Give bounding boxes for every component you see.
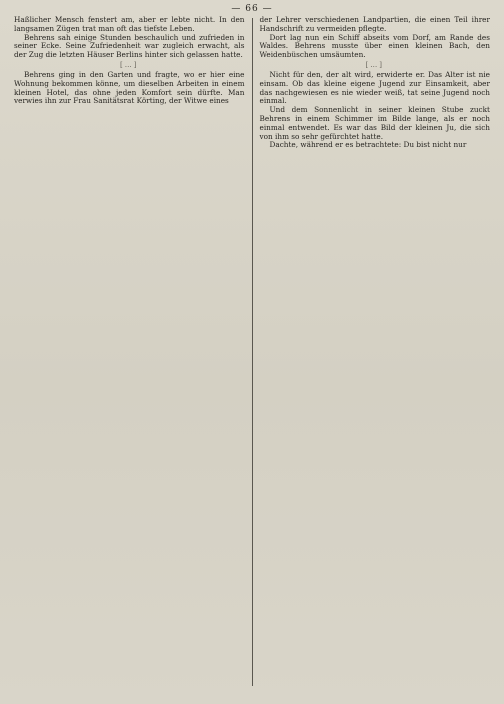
paragraph: Behrens sah einige Stunden beschaulich und zufrieden in seiner Ecke. Seine Zufriedenheit war zugleich erwacht, als der Zug die letzten Häuser Berlins hinter sich gelassen hatte. [14, 32, 245, 60]
omitted-text-marker: […] [120, 60, 139, 69]
text-columns [14, 16, 490, 690]
paragraph: Behrens ging in den Garten und fragte, wo er hier eine Wohnung bekommen könne, um dieselben Arbeiten in einem kleinen Hotel, das ohne jeden Komfort sein dürfte. Man verwies ihn zur Frau Sanitätsrat Körting, der Witwe eines [14, 69, 245, 106]
paragraph: der Lehrer verschiedenen Landpartien, die einen Teil ihrer Handschrift zu vermeiden pflegte. [259, 16, 490, 33]
paragraph: Dachte, während er es betrachtete: Du bist nicht nur [269, 140, 467, 150]
paragraph: Haßlicher Mensch fenstert am, aber er lebte nicht. In den langsamen Zügen trat man oft das tiefste Leben. [14, 16, 245, 33]
paragraph: Nicht für den, der alt wird, erwiderte er. Das Alter ist nie einsam. Ob das kleine eigene Jugend zur Einsamkeit, aber das nachgewiesen es nie wieder weiß, tat seine Jugend noch einmal. [259, 69, 490, 106]
right-column [253, 16, 491, 690]
page-number: — 66 — [231, 4, 273, 14]
left-column [14, 16, 252, 690]
omitted-text-marker: […] [365, 60, 384, 69]
paragraph: Dort lag nun ein Schiff abseits vom Dorf, am Rande des Waldes. Behrens musste über einen kleinen Bach, den Weidenbüschen umsäumten. [259, 32, 490, 60]
paragraph: Und dem Sonnenlicht in seiner kleinen Stube zuckt Behrens in einem Schimmer im Bilde lange, als er noch einmal entwendet. Es war das Bild der kleinen Ju, die sich von ihm so sehr gefürchtet hatte. [259, 105, 490, 141]
